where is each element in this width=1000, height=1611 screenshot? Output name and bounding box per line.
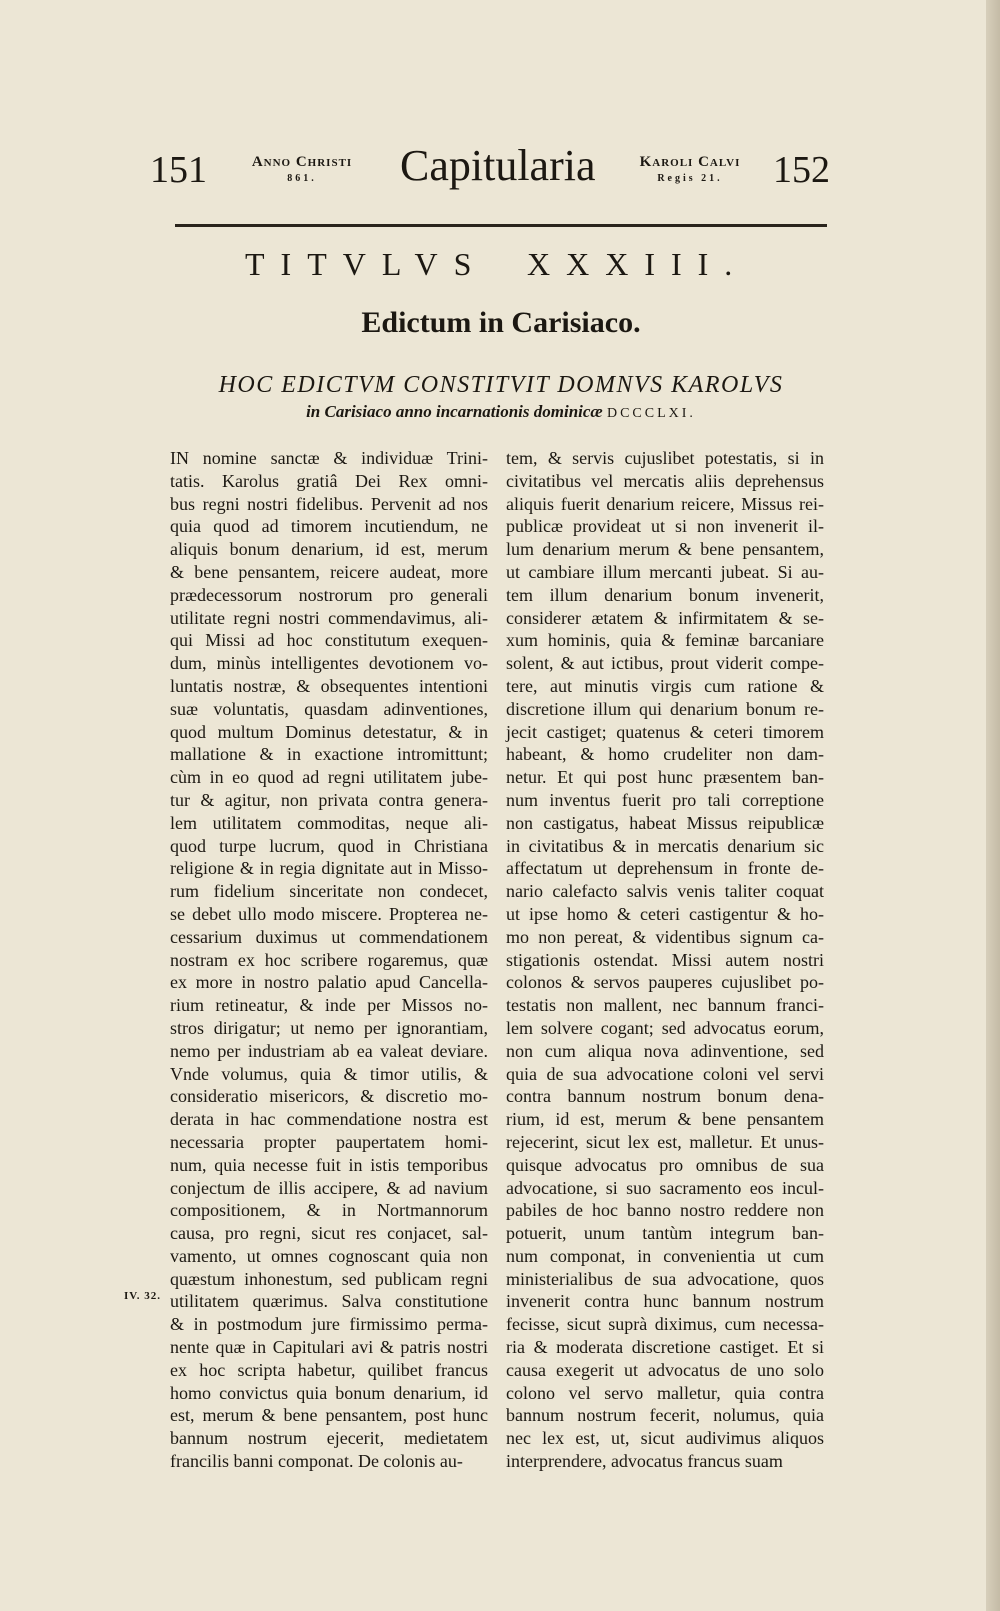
text-line: utilitate regni nostri commendavimus, ali-	[170, 607, 488, 628]
titulus-heading	[175, 246, 827, 290]
text-line: nente quæ in Capitulari avi & patris nostri	[170, 1337, 488, 1358]
text-line: contra bannum nostrum bonum dena-	[506, 1086, 824, 1107]
text-line: discretione illum qui denarium bonum re-	[506, 698, 824, 719]
running-head	[150, 140, 830, 200]
text-line: luntatis nostræ, & obsequentes intentioni	[170, 675, 488, 696]
text-line: derata in hac commendatione nostra est	[170, 1109, 488, 1130]
text-line: lem utilitatem commoditas, neque ali-	[170, 812, 488, 833]
text-line: fecisse, sicut suprà diximus, cum necessa-	[506, 1314, 824, 1335]
text-line: IN nomine sanctæ & individuæ Trini-	[170, 448, 488, 468]
text-line: ut ipse homo & ceteri castigentur & ho-	[506, 903, 824, 924]
text-line: tur & agitur, non privata contra genera-	[170, 789, 488, 810]
text-line: francilis banni componat. De colonis au-	[170, 1451, 463, 1472]
titulus-word: TITVLVS	[245, 246, 488, 282]
text-line: quod multum Dominus detestatur, & in	[170, 721, 488, 742]
text-line: testatis non mallent, nec bannum franci-	[506, 995, 824, 1016]
text-line: bannum nostrum fecerit, nolumus, quia	[506, 1405, 824, 1426]
header-rule	[175, 224, 827, 227]
text-line: & bene pensantem, reicere audeat, more	[170, 561, 488, 582]
text-line: cùm in eo quod ad regni utilitatem jube-	[170, 767, 488, 788]
running-head-left	[232, 154, 372, 184]
text-line: non castigatus, habeat Missus reipublicæ	[506, 812, 824, 833]
text-line: netur. Et qui post hunc præsentem ban-	[506, 767, 824, 788]
text-line: necessaria propter paupertatem homi-	[170, 1131, 488, 1152]
titulus-number: XXXIII.	[527, 246, 749, 282]
text-line: dum, minùs intelligentes devotionem vo-	[170, 653, 488, 674]
text-line: advocatione, si suo sacramento eos incul-	[506, 1177, 824, 1198]
text-line: causa, pro regni, sicut res conjacet, sal-	[170, 1223, 488, 1244]
text-line: rejecerint, sicut lex est, malletur. Et unus-	[506, 1131, 824, 1152]
text-line: Vnde volumus, quia & timor utilis, &	[170, 1063, 488, 1084]
running-head-right-sub: Regis 21.	[657, 173, 723, 184]
text-line: num inventus fuerit pro tali correptione	[506, 789, 824, 810]
text-line: nostram ex hoc scribere rogaremus, quæ	[170, 949, 488, 970]
edict-heading-line2	[140, 402, 862, 422]
text-line: stigationis ostendat. Missi autem nostri	[506, 949, 824, 970]
running-head-right	[620, 154, 760, 184]
text-line: rium, id est, merum & bene pensantem	[506, 1109, 824, 1130]
text-line: quæstum inhonestum, sed publicam regni	[170, 1268, 488, 1289]
text-line: mallatione & in exactione intromittunt;	[170, 744, 488, 765]
text-line: se debet ullo modo miscere. Propterea ne-	[170, 903, 488, 924]
edict-heading-line1: HOC EDICTVM CONSTITVIT DOMNVS KAROLVS	[218, 372, 784, 398]
text-line: aliquis bonum denarium, id est, merum	[170, 539, 488, 560]
text-line: potuerit, unum tantùm integrum ban-	[506, 1223, 824, 1244]
running-head-right-text: Karoli Calvi	[639, 154, 741, 170]
edict-heading-text: in Carisiaco anno incarnationis dominicæ	[306, 402, 603, 421]
text-line: colono vel servo malletur, quia contra	[506, 1382, 824, 1403]
text-line: rium retineatur, & inde per Missos no-	[170, 995, 488, 1016]
text-line: homo convictus quia bonum denarium, id	[170, 1382, 488, 1403]
text-line: solent, & aut ictibus, prout viderit compe-	[506, 653, 824, 674]
text-line: num, quia necesse fuit in istis temporibus	[170, 1154, 488, 1175]
text-line: aliquis fuerit denarium reicere, Missus rei-	[506, 493, 824, 514]
page-number-left: 151	[150, 149, 207, 191]
text-line: xum hominis, quia & feminæ barcaniare	[506, 630, 824, 651]
text-line: rum fidelium sinceritate non condecet,	[170, 881, 488, 902]
text-line: in civitatibus & in mercatis denarium sic	[506, 835, 824, 856]
text-line: bannum nostrum ejecerit, medietatem	[170, 1428, 488, 1449]
text-line: consideratio misericors, & discretio mo-	[170, 1086, 488, 1107]
text-line: tatis. Karolus gratiâ Dei Rex omni-	[170, 470, 488, 491]
text-column-left	[170, 447, 488, 1473]
text-line: nario calefacto salvis venis taliter coquat	[506, 881, 824, 902]
text-line: cessarium duximus ut commendationem	[170, 926, 488, 947]
text-line: ministerialibus de sua advocatione, quos	[506, 1268, 824, 1289]
text-line: utilitatem quærimus. Salva constitutione	[170, 1291, 488, 1312]
text-line: ex more in nostro palatio apud Cancella-	[170, 972, 488, 993]
text-line: conjectum de illis accipere, & ad navium	[170, 1177, 488, 1198]
running-head-left-text: Anno Christi	[251, 154, 353, 170]
text-line: interprendere, advocatus francus suam	[506, 1451, 783, 1472]
text-line: prædecessorum nostrorum pro generali	[170, 584, 488, 605]
text-column-right	[506, 447, 824, 1473]
text-line: religione & in regia dignitate aut in Misso-	[170, 858, 488, 879]
page-number-right: 152	[773, 149, 830, 191]
text-line: tem, & servis cujuslibet potestatis, si in	[506, 448, 824, 468]
text-line: ut cambiare illum mercanti jubeat. Si au-	[506, 561, 824, 582]
text-line: num componat, in convenientia ut cum	[506, 1245, 824, 1266]
text-line: suæ voluntatis, quasdam adinventiones,	[170, 698, 488, 719]
text-line: colonos & servos pauperes cujuslibet po-	[506, 972, 824, 993]
text-line: & in postmodum jure firmissimo perma-	[170, 1314, 488, 1335]
text-line: lem solvere cogant; sed advocatus eorum,	[506, 1017, 824, 1038]
text-line: mo non pereat, & videntibus signum ca-	[506, 926, 824, 947]
text-line: habeant, & homo crudeliter non dam-	[506, 744, 824, 765]
text-line: quia de sua advocatione coloni vel servi	[506, 1063, 824, 1084]
text-line: quod turpe lucrum, quod in Christiana	[170, 835, 488, 856]
text-line: tere, aut minutis virgis cum ratione &	[506, 675, 824, 696]
text-line: causa exegerit ut advocatus de uno solo	[506, 1359, 824, 1380]
text-line: civitatibus vel mercatis aliis deprehensus	[506, 470, 824, 491]
text-line: nec lex est, ut, sicut audivimus aliquos	[506, 1428, 824, 1449]
text-line: tem illum denarium bonum invenerit,	[506, 584, 824, 605]
text-line: quisque advocatus pro omnibus de sua	[506, 1154, 824, 1175]
edict-subtitle: Edictum in Carisiaco.	[361, 306, 641, 339]
text-line: nemo per industriam ab ea valeat deviare.	[170, 1040, 488, 1061]
text-line: affectatum ut deprehensum in fronte de-	[506, 858, 824, 879]
running-head-title: Capitularia	[400, 141, 596, 190]
running-head-left-year: 861.	[287, 173, 317, 184]
text-line: stros dirigatur; ut nemo per ignorantiam,	[170, 1017, 488, 1038]
page-edge-shadow	[986, 0, 1000, 1611]
text-line: publicæ provideat ut si non invenerit il-	[506, 516, 824, 537]
text-line: est, merum & bene pensantem, post hunc	[170, 1405, 488, 1426]
text-line: considerer ætatem & infirmitatem & se-	[506, 607, 824, 628]
text-line: invenerit contra hunc bannum nostrum	[506, 1291, 824, 1312]
text-line: ex hoc scripta habetur, quilibet francus	[170, 1359, 488, 1380]
edict-heading-year: DCCCLXI.	[606, 406, 696, 421]
text-line: qui Missi ad hoc constitutum exequen-	[170, 630, 488, 651]
text-line: non cum aliqua nova adinventione, sed	[506, 1040, 824, 1061]
text-line: lum denarium merum & bene pensantem,	[506, 539, 824, 560]
text-line: compositionem, & in Nortmannorum	[170, 1200, 488, 1221]
text-line: ria & moderata discretione castiget. Et si	[506, 1337, 824, 1358]
text-line: jecit castiget; quatenus & ceteri timorem	[506, 721, 824, 742]
margin-note: IV. 32.	[124, 1290, 162, 1302]
text-line: quia quod ad timorem incutiendum, ne	[170, 516, 488, 537]
text-line: bus regni nostri fidelibus. Pervenit ad nos	[170, 493, 488, 514]
text-line: pabiles de hoc banno nostro reddere non	[506, 1200, 824, 1221]
text-line: vamento, ut omnes cognoscant quia non	[170, 1245, 488, 1266]
